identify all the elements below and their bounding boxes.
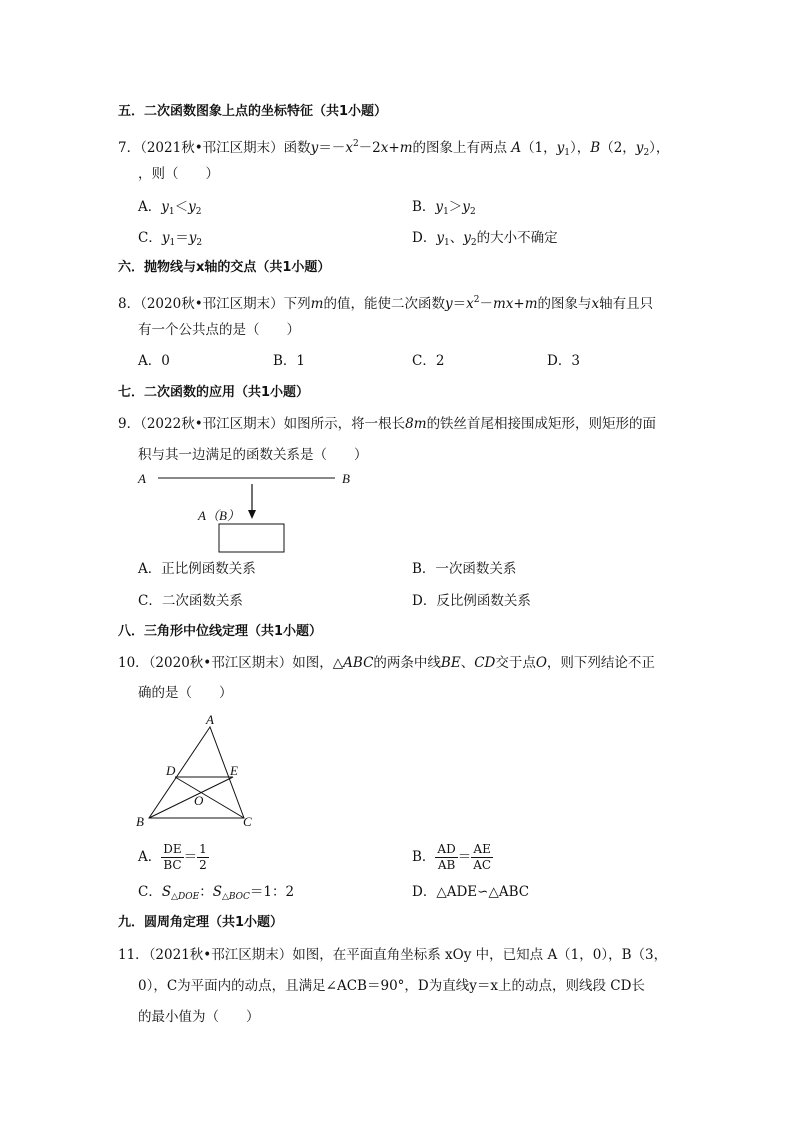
- q7-option-b[interactable]: B．$y_1>y_2$: [412, 199, 476, 217]
- question-number: 7．: [118, 140, 141, 156]
- q8-option-c[interactable]: C．2: [412, 353, 445, 369]
- question-8-line1: 8．（2020秋•邗江区期末）下列m的值，能使二次函数$y=x^2-mx+m$的图象与x轴有且只: [118, 295, 654, 312]
- q9-option-c[interactable]: C．二次函数关系: [138, 593, 243, 609]
- vertex-a: A: [206, 712, 214, 727]
- label-b: B: [342, 471, 350, 486]
- question-11-line1: 11．（2021秋•邗江区期末）如图，在平面直角坐标系 xOy 中，已知点 A（1，0），B（3，: [118, 947, 668, 963]
- q10-option-c[interactable]: C．$S_{\triangle DOE}$：$S_{\triangle BOC}=1$：2: [138, 884, 295, 902]
- q10-option-a[interactable]: A． $\frac{DE}{BC}$ ＝ $\frac{1}{2}$: [138, 842, 207, 872]
- point-d: D: [166, 763, 176, 778]
- q10-option-b[interactable]: B． $\frac{AD}{AB}$ ＝ $\frac{AE}{AC}$: [412, 842, 492, 872]
- question-11-line3: 的最小值为（ ）: [138, 1009, 260, 1025]
- q9-option-d[interactable]: D．反比例函数关系: [412, 593, 531, 609]
- question-7-line1: 7．（2021秋•邗江区期末）函数$y=-x^2-2x+m$的图象上有两点 A（1，$y_1$），B（2，$y_2$），: [118, 139, 670, 158]
- q8-option-d[interactable]: D．3: [547, 353, 580, 369]
- wire-rectangle-figure: [130, 466, 370, 558]
- triangle-figure: [130, 708, 270, 833]
- point-e: E: [230, 763, 238, 778]
- label-a: A: [138, 471, 146, 486]
- q7-option-c[interactable]: C．$y_1=y_2$: [138, 230, 203, 248]
- vertex-b: B: [136, 814, 144, 829]
- q7-option-a[interactable]: A．$y_1<y_2$: [138, 199, 202, 217]
- q9-option-a[interactable]: A．正比例函数关系: [138, 561, 256, 577]
- q7-option-d[interactable]: D．$y_1$、$y_2$的大小不确定: [412, 230, 558, 248]
- question-10-line2: 确的是（ ）: [138, 685, 233, 701]
- question-8-line2: 有一个公共点的是（ ）: [138, 322, 300, 338]
- question-source: （2021秋•邗江区期末）函数: [140, 140, 311, 156]
- rectangle-shape: [219, 524, 284, 552]
- section-heading-9: 九．圆周角定理（共1小题）: [118, 915, 284, 930]
- label-ab: A（B）: [198, 508, 240, 523]
- question-9-line1: 9．（2022秋•邗江区期末）如图所示，将一根长8m的铁丝首尾相接围成矩形，则矩形的面: [118, 416, 657, 432]
- question-10-line1: 10．（2020秋•邗江区期末）如图，△ABC的两条中线BE、CD交于点O，则下列结论不正: [118, 655, 655, 671]
- point-o: O: [194, 793, 204, 808]
- q9-option-b[interactable]: B．一次函数关系: [412, 561, 517, 577]
- question-11-line2: 0），C为平面内的动点，且满足∠ACB＝90°，D为直线y＝x上的动点，则线段 CD长: [138, 978, 645, 994]
- question-7-line2: ，则（ ）: [138, 166, 219, 182]
- q10-option-d[interactable]: D．△ADE∽△ABC: [412, 884, 530, 900]
- median-be: [149, 777, 233, 818]
- section-heading-8: 八．三角形中位线定理（共1小题）: [118, 624, 323, 639]
- question-9-line2: 积与其一边满足的函数关系是（ ）: [138, 447, 368, 463]
- section-heading-7: 七．二次函数的应用（共1小题）: [118, 385, 310, 400]
- section-heading-5: 五．二次函数图象上点的坐标特征（共1小题）: [118, 104, 388, 119]
- median-cd: [175, 777, 244, 818]
- q8-option-b[interactable]: B．1: [273, 353, 306, 369]
- section-heading-6: 六．抛物线与x轴的交点（共1小题）: [118, 260, 331, 275]
- arrow-head-icon: [248, 510, 256, 519]
- q8-option-a[interactable]: A．0: [138, 353, 170, 369]
- vertex-c: C: [243, 814, 252, 829]
